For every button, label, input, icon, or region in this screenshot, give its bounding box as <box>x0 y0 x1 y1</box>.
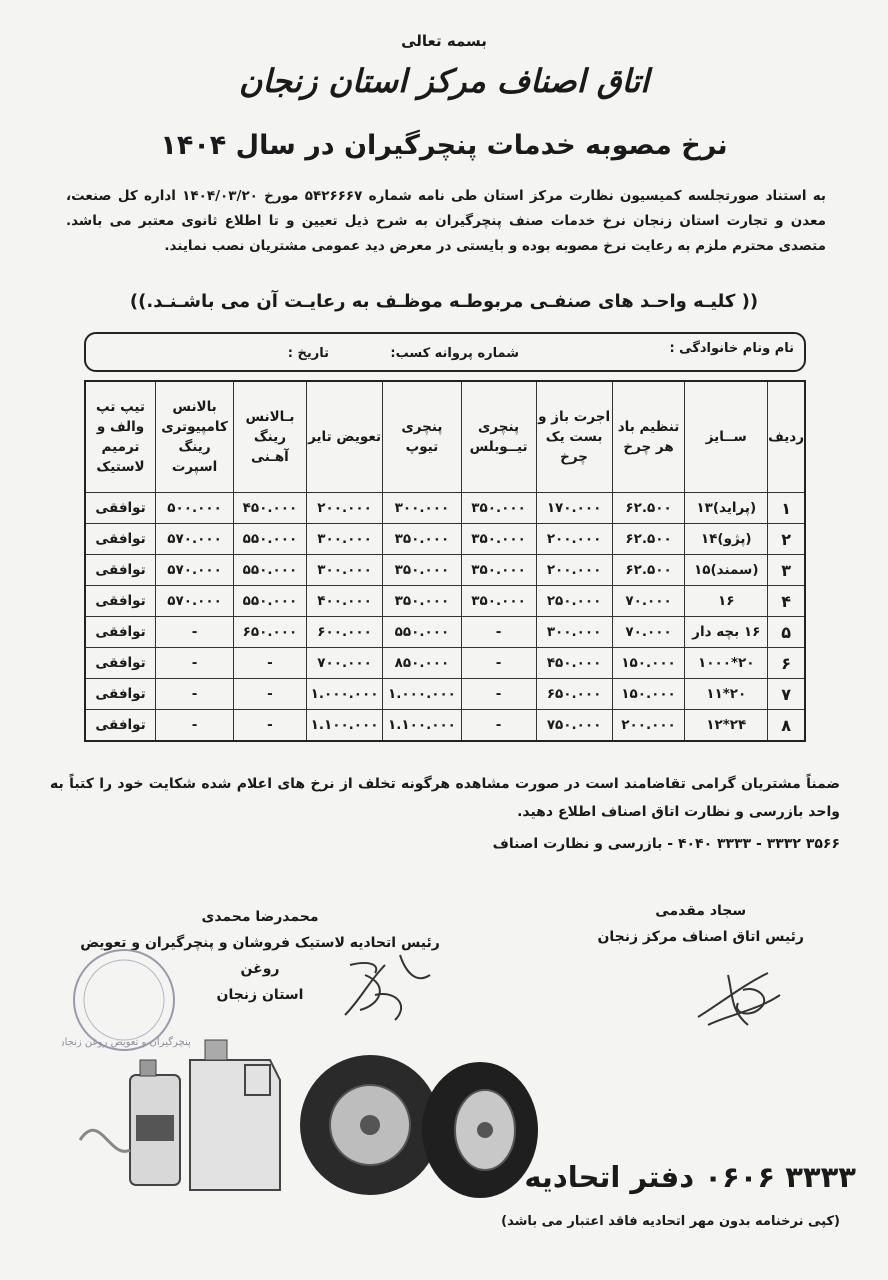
signer-title: رئیس اتاق اصناف مرکز زنجان <box>597 929 804 945</box>
header-cell-tire-change: تعویض تایر <box>306 381 383 493</box>
header-cell-valve-repair: تیپ تپ والف و ترمیم لاستیک <box>85 381 156 493</box>
table-cell: - <box>234 679 307 710</box>
table-cell: ۸ <box>768 710 805 742</box>
header-cell-tubeless-puncture: پنچری تیــوبلس <box>461 381 536 493</box>
price-table <box>84 380 806 742</box>
table-row <box>85 555 805 586</box>
table-cell: ۲۴*۱۲ <box>685 710 768 742</box>
table-cell: ۵۰۰.۰۰۰ <box>156 493 234 524</box>
basmala: بسمه تعالی <box>401 32 487 50</box>
signer-title: رئیس اتحادیه لاستیک فروشان و پنچرگیران و تعویض روغن <box>80 935 440 977</box>
table-cell: ۳۵۰.۰۰۰ <box>461 586 536 617</box>
table-cell: توافقی <box>85 524 156 555</box>
table-cell: ۳۵۰.۰۰۰ <box>461 524 536 555</box>
table-cell: - <box>461 617 536 648</box>
table-cell: ۶ <box>768 648 805 679</box>
stamp-text: پنچرگیران و تعویض روغن زنجان <box>62 1037 191 1048</box>
table-row <box>85 710 805 742</box>
table-cell: - <box>156 648 234 679</box>
table-cell: ۲۰۰.۰۰۰ <box>306 493 383 524</box>
table-cell: - <box>461 648 536 679</box>
table-cell: - <box>156 710 234 742</box>
table-row <box>85 493 805 524</box>
header-cell-computer-balance: بالانس کامپیوتری رینگ اسپرت <box>156 381 234 493</box>
table-cell: ۷۰۰.۰۰۰ <box>306 648 383 679</box>
table-cell: ۳۰۰.۰۰۰ <box>306 524 383 555</box>
table-cell: ۵۷۰.۰۰۰ <box>156 586 234 617</box>
table-cell: توافقی <box>85 586 156 617</box>
table-cell: توافقی <box>85 710 156 742</box>
signature-block-chamber-head <box>597 898 804 950</box>
main-title: نرخ مصوبه خدمات پنچرگیران در سال ۱۴۰۴ <box>160 130 728 161</box>
table-cell: ۴۵۰.۰۰۰ <box>536 648 612 679</box>
table-cell: ۲۰۰.۰۰۰ <box>536 524 612 555</box>
signature-chamber-head <box>688 955 788 1035</box>
table-cell: ۱۶ بچه دار <box>685 617 768 648</box>
header-cell-iron-rim-balance: بـالانس رینگ آهـنی <box>234 381 307 493</box>
table-cell: - <box>461 710 536 742</box>
intro-paragraph: به استناد صورتجلسه کمیسیون نظارت مرکز استان طی نامه شماره ۵۴۲۶۶۶۷ مورخ ۱۴۰۴/۰۳/۲۰ اداره کل صنعت، معدن و تجارت استان زنجان نرخ خدمات صنف پنچرگیران به شرح ذیل تعیین و تا اطلاع ثانوی معتبر می باشد. متصدی محترم ملزم به رعایت نرخ مصوبه بوده و بایستی در معرض دید عمومی مشتریان نصب نمایند. <box>66 188 826 254</box>
table-cell: ۱.۱۰۰.۰۰۰ <box>306 710 383 742</box>
table-cell: ۷۰.۰۰۰ <box>612 586 685 617</box>
header-cell-row-number: ردیف <box>768 381 805 493</box>
table-header-row <box>85 381 805 493</box>
table-cell: ۳ <box>768 555 805 586</box>
oil-jug-icon <box>190 1040 280 1190</box>
table-cell: (پژو)۱۴ <box>685 524 768 555</box>
table-cell: ۷۰.۰۰۰ <box>612 617 685 648</box>
table-cell: ۵۵۰.۰۰۰ <box>234 555 307 586</box>
table-cell: ۶۲.۵۰۰ <box>612 493 685 524</box>
table-cell: ۱.۱۰۰.۰۰۰ <box>383 710 461 742</box>
table-cell: - <box>156 679 234 710</box>
table-cell: توافقی <box>85 555 156 586</box>
organization-title: اتاق اصناف مرکز استان زنجان <box>238 62 650 100</box>
tire-icon <box>300 1055 440 1195</box>
table-cell: ۱۷۰.۰۰۰ <box>536 493 612 524</box>
table-cell: ۳۵۰.۰۰۰ <box>383 555 461 586</box>
table-cell: توافقی <box>85 617 156 648</box>
table-cell: ۵ <box>768 617 805 648</box>
validity-note: (کپی نرخنامه بدون مهر اتحادیه فاقد اعتبار می باشد) <box>501 1214 840 1229</box>
table-cell: ۵۷۰.۰۰۰ <box>156 524 234 555</box>
table-cell: ۶۵۰.۰۰۰ <box>234 617 307 648</box>
table-cell: ۳۰۰.۰۰۰ <box>383 493 461 524</box>
table-cell: ۵۵۰.۰۰۰ <box>234 586 307 617</box>
table-cell: ۵۷۰.۰۰۰ <box>156 555 234 586</box>
header-cell-wheel-mount: اجرت باز و بست یک چرخ <box>536 381 612 493</box>
table-cell: (سمند)۱۵ <box>685 555 768 586</box>
table-cell: - <box>234 648 307 679</box>
signature-union-head <box>330 945 440 1030</box>
oil-can-icon <box>130 1060 180 1185</box>
table-cell: ۲۰۰.۰۰۰ <box>612 710 685 742</box>
table-cell: ۵۵۰.۰۰۰ <box>234 524 307 555</box>
signer-name: محمدرضا محمدی <box>201 909 319 925</box>
table-cell: توافقی <box>85 493 156 524</box>
table-cell: ۲۵۰.۰۰۰ <box>536 586 612 617</box>
table-cell: ۴۰۰.۰۰۰ <box>306 586 383 617</box>
date-label: تاریخ : <box>287 346 329 361</box>
table-cell: ۱۶ <box>685 586 768 617</box>
table-cell: - <box>234 710 307 742</box>
table-cell: توافقی <box>85 679 156 710</box>
table-row <box>85 679 805 710</box>
table-cell: ۶۲.۵۰۰ <box>612 555 685 586</box>
table-cell: ۷۵۰.۰۰۰ <box>536 710 612 742</box>
table-cell: ۳۵۰.۰۰۰ <box>383 586 461 617</box>
table-cell: ۲۰*۱۱ <box>685 679 768 710</box>
tire-icon <box>422 1062 538 1198</box>
shop-info-box <box>84 332 806 372</box>
table-cell: ۲۰*۱۰۰۰ <box>685 648 768 679</box>
table-cell: ۳۰۰.۰۰۰ <box>536 617 612 648</box>
table-cell: ۳۵۰.۰۰۰ <box>383 524 461 555</box>
tires-and-oil-illustration <box>70 1020 540 1200</box>
complaint-note: ضمناً مشتریان گرامی تقاضامند است در صورت مشاهده هرگونه تخلف از نرخ های اعلام شده شکایت خود را کتباً به واحد بازرسی و نظارت اتاق اصناف اطلاع دهید. <box>50 776 840 820</box>
signer-name: سجاد مقدمی <box>655 903 747 919</box>
inspection-phones: ۳۵۶۶ ۳۳۳۲ - ۳۳۳۳ ۴۰۴۰ - بازرسی و نظارت اصناف <box>492 836 840 852</box>
table-cell: ۳۰۰.۰۰۰ <box>306 555 383 586</box>
table-cell: ۳۵۰.۰۰۰ <box>461 493 536 524</box>
table-cell: ۷ <box>768 679 805 710</box>
table-cell: (پراید)۱۳ <box>685 493 768 524</box>
table-cell: ۴ <box>768 586 805 617</box>
table-cell: - <box>156 617 234 648</box>
table-cell: توافقی <box>85 648 156 679</box>
oil-splash-icon <box>80 1130 130 1151</box>
table-cell: ۲ <box>768 524 805 555</box>
table-cell: ۲۰۰.۰۰۰ <box>536 555 612 586</box>
compliance-notice: (( کلیـه واحـد های صنفـی مربوطـه موظـف به رعایـت آن می باشـنـد.)) <box>129 291 759 312</box>
table-cell: ۸۵۰.۰۰۰ <box>383 648 461 679</box>
table-cell: ۶۲.۵۰۰ <box>612 524 685 555</box>
header-cell-size: ســایز <box>685 381 768 493</box>
table-row <box>85 524 805 555</box>
table-row <box>85 617 805 648</box>
table-cell: ۴۵۰.۰۰۰ <box>234 493 307 524</box>
table-row <box>85 648 805 679</box>
table-row <box>85 586 805 617</box>
license-number-label: شماره پروانه کسب: <box>390 346 519 361</box>
header-cell-air-pressure: تنظیم باد هر چرخ <box>612 381 685 493</box>
table-cell: - <box>461 679 536 710</box>
union-office-phone: ۳۳۳۳ ۰۶۰۶ دفتر اتحادیه <box>524 1160 856 1194</box>
signer-title-province: استان زنجان <box>216 987 304 1003</box>
table-cell: ۱۵۰.۰۰۰ <box>612 679 685 710</box>
table-cell: ۶۵۰.۰۰۰ <box>536 679 612 710</box>
table-cell: ۵۵۰.۰۰۰ <box>383 617 461 648</box>
table-cell: ۱ <box>768 493 805 524</box>
table-cell: ۳۵۰.۰۰۰ <box>461 555 536 586</box>
header-cell-tube-puncture: پنچری تیوپ <box>383 381 461 493</box>
table-cell: ۱.۰۰۰.۰۰۰ <box>306 679 383 710</box>
owner-name-label: نام ونام خانوادگی : <box>669 341 794 356</box>
table-cell: ۶۰۰.۰۰۰ <box>306 617 383 648</box>
table-cell: ۱.۰۰۰.۰۰۰ <box>383 679 461 710</box>
table-cell: ۱۵۰.۰۰۰ <box>612 648 685 679</box>
